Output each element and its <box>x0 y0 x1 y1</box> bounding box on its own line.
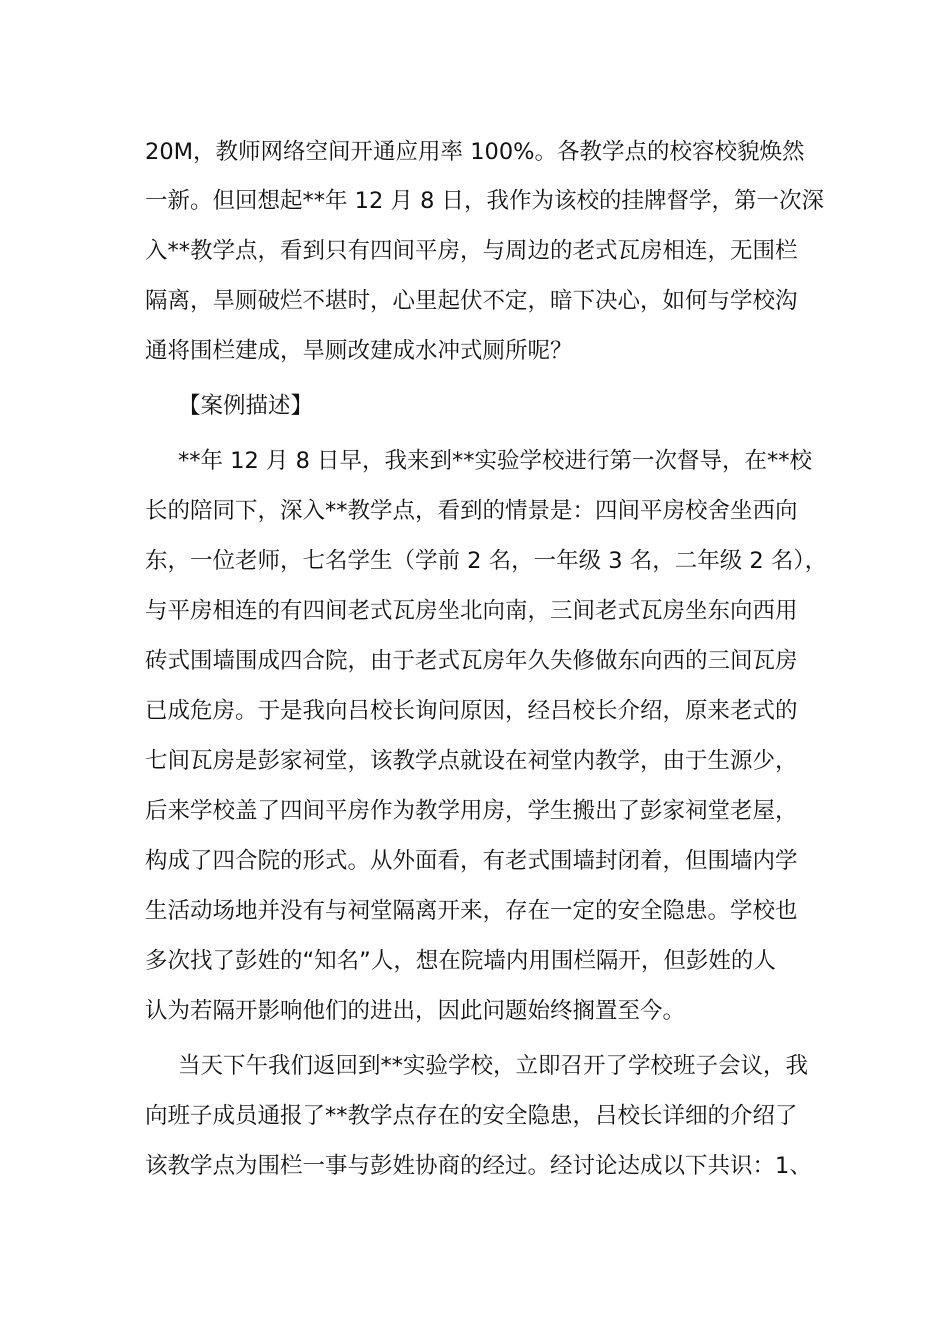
text-line: 生活动场地并没有与祠堂隔离开来，存在一定的安全隐患。学校也 <box>145 898 798 924</box>
text-line: 一新。但回想起**年 12 月 8 日，我作为该校的挂牌督学，第一次深 <box>145 188 825 214</box>
text-line: 当天下午我们返回到**实验学校，立即召开了学校班子会议，我 <box>178 1053 809 1079</box>
text-line: 通将围栏建成，旱厕改建成水冲式厕所呢？ <box>145 338 573 364</box>
text-line: 后来学校盖了四间平房作为教学用房，学生搬出了彭家祠堂老屋， <box>145 798 798 824</box>
text-line: 认为若隔开影响他们的进出，因此问题始终搁置至今。 <box>145 998 686 1024</box>
text-line: 长的陪同下，深入**教学点，看到的情景是：四间平房校舍坐西向 <box>145 498 798 524</box>
text-line: 该教学点为围栏一事与彭姓协商的经过。经讨论达成以下共识：1、 <box>145 1153 812 1179</box>
text-line: 多次找了彭姓的“知名”人，想在院墙内用围栏隔开，但彭姓的人 <box>145 948 776 974</box>
section-heading: 【案例描述】 <box>178 393 314 419</box>
text-line: 与平房相连的有四间老式瓦房坐北向南，三间老式瓦房坐东向西用 <box>145 598 798 624</box>
text-line: 砖式围墙围成四合院，由于老式瓦房年久失修做东向西的三间瓦房 <box>145 648 798 674</box>
text-line: **年 12 月 8 日早，我来到**实验学校进行第一次督导，在**校 <box>178 448 813 474</box>
text-line: 东，一位老师，七名学生（学前 2 名，一年级 3 名，二年级 2 名）， <box>145 548 828 574</box>
text-line: 20M，教师网络空间开通应用率 100%。各教学点的校容校貌焕然 <box>145 139 805 165</box>
text-line: 七间瓦房是彭家祠堂，该教学点就设在祠堂内教学，由于生源少， <box>145 748 798 774</box>
text-line: 向班子成员通报了**教学点存在的安全隐患，吕校长详细的介绍了 <box>145 1103 798 1129</box>
text-line: 隔离，旱厕破烂不堪时，心里起伏不定，暗下决心，如何与学校沟 <box>145 288 798 314</box>
text-line: 已成危房。于是我向吕校长询问原因，经吕校长介绍，原来老式的 <box>145 698 798 724</box>
text-line: 入**教学点，看到只有四间平房，与周边的老式瓦房相连，无围栏 <box>145 238 798 264</box>
text-line: 构成了四合院的形式。从外面看，有老式围墙封闭着，但围墙内学 <box>145 848 798 874</box>
